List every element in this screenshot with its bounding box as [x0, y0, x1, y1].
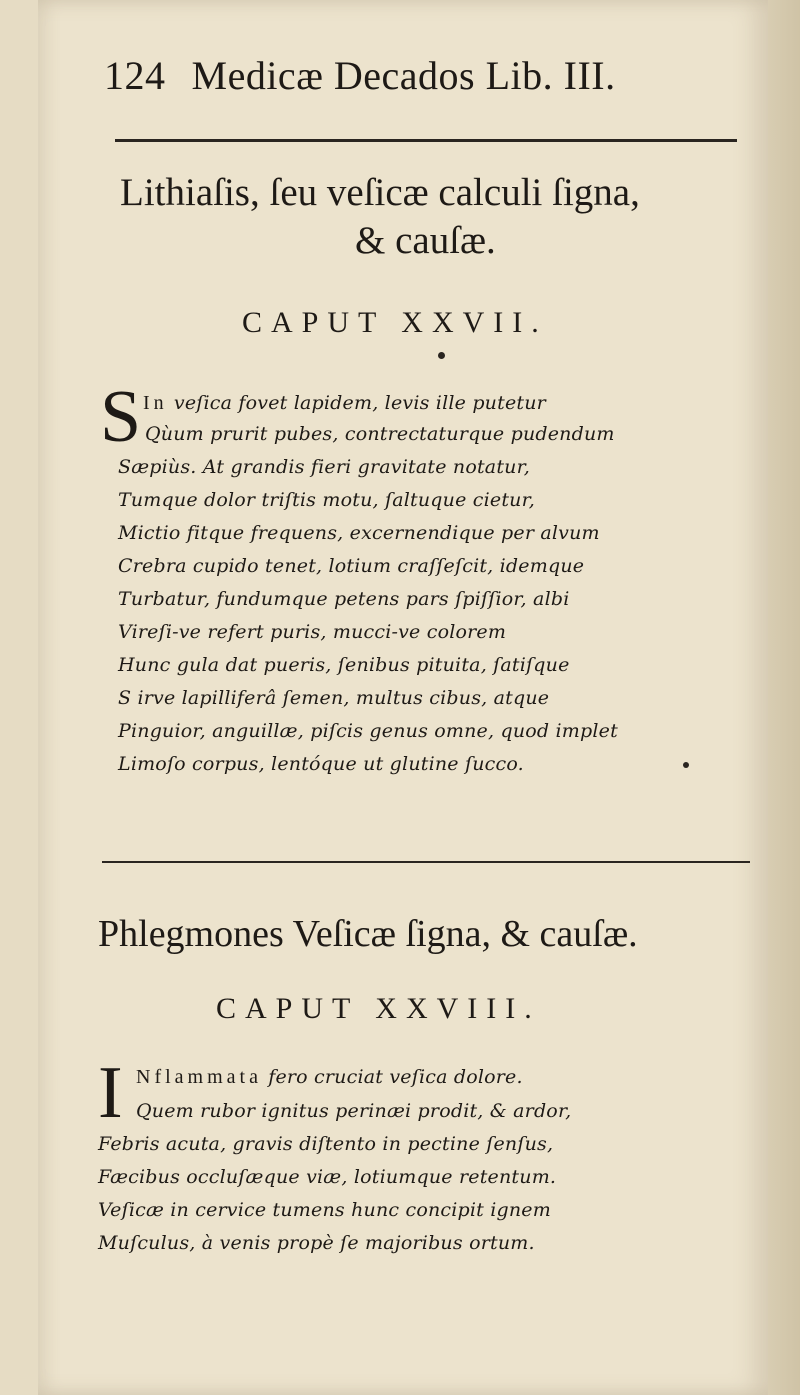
- section-divider-rule: [102, 861, 750, 863]
- verse-line: Turbatur, fundumque petens pars ſpiſſior, albi: [118, 588, 570, 610]
- verse-line: Veſicæ in cervice tumens hunc concipit ignem: [98, 1199, 551, 1221]
- section1-caput: CAPUT XXVII.: [242, 306, 548, 339]
- section2-first-line: [136, 1066, 523, 1089]
- header-rule: [115, 139, 737, 142]
- verse-line: Qùum prurit pubes, contrectaturque pudendum: [145, 423, 615, 445]
- running-title: Medicæ Decados Lib. III.: [191, 53, 616, 98]
- section2-first-rest: fero cruciat veſica dolore.: [268, 1066, 523, 1088]
- verse-line: Mictio fitque frequens, excernendique per alvum: [118, 522, 600, 544]
- verse-line: Pinguior, anguillæ, piſcis genus omne, quod implet: [118, 720, 618, 742]
- section1-first-smallcaps: In: [143, 392, 168, 414]
- section1-first-line: [143, 392, 546, 415]
- section2-drop-cap: I: [98, 1052, 123, 1134]
- section2-caput: CAPUT XXVIII.: [216, 992, 541, 1025]
- section1-title-line1: Lithiaſis, ſeu veſicæ calculi ſigna,: [120, 171, 640, 214]
- section1-first-rest: veſica fovet lapidem, levis ille putetur: [173, 392, 546, 414]
- section2-first-smallcaps: Nflammata: [136, 1066, 262, 1088]
- page-edge: [768, 0, 800, 1395]
- verse-line: Crebra cupido tenet, lotium craſſeſcit, idemque: [118, 555, 585, 577]
- verse-line: Hunc gula dat pueris, ſenibus pituita, ſatiſque: [118, 654, 570, 676]
- verse-line: Febris acuta, gravis diſtento in pectine ſenſus,: [98, 1133, 554, 1155]
- ink-dot: [683, 762, 689, 768]
- verse-line: Fæcibus occluſæque viæ, lotiumque retentum.: [98, 1166, 557, 1188]
- verse-line: Sæpiùs. At grandis fieri gravitate notatur,: [118, 456, 531, 478]
- verse-line: Limoſo corpus, lentóque ut glutine ſucco.: [118, 753, 524, 775]
- verse-line: Vireſi-ve refert puris, mucci-ve colorem: [118, 621, 507, 643]
- section1-drop-cap: S: [100, 376, 142, 458]
- verse-line: S irve lapilliferâ ſemen, multus cibus, atque: [118, 687, 550, 709]
- ornament-dot: [438, 352, 445, 359]
- verse-line: Tumque dolor triſtis motu, ſaltuque cietur,: [118, 489, 536, 511]
- running-head: [104, 52, 704, 99]
- verse-line: Muſculus, à venis propè ſe majoribus ortum.: [98, 1232, 535, 1254]
- verse-line: Quem rubor ignitus perinæi prodit, & ardor,: [136, 1100, 572, 1122]
- page-number: 124: [104, 53, 166, 98]
- section2-title: Phlegmones Veſicæ ſigna, & cauſæ.: [98, 913, 638, 955]
- section1-title-line2: & cauſæ.: [355, 219, 496, 262]
